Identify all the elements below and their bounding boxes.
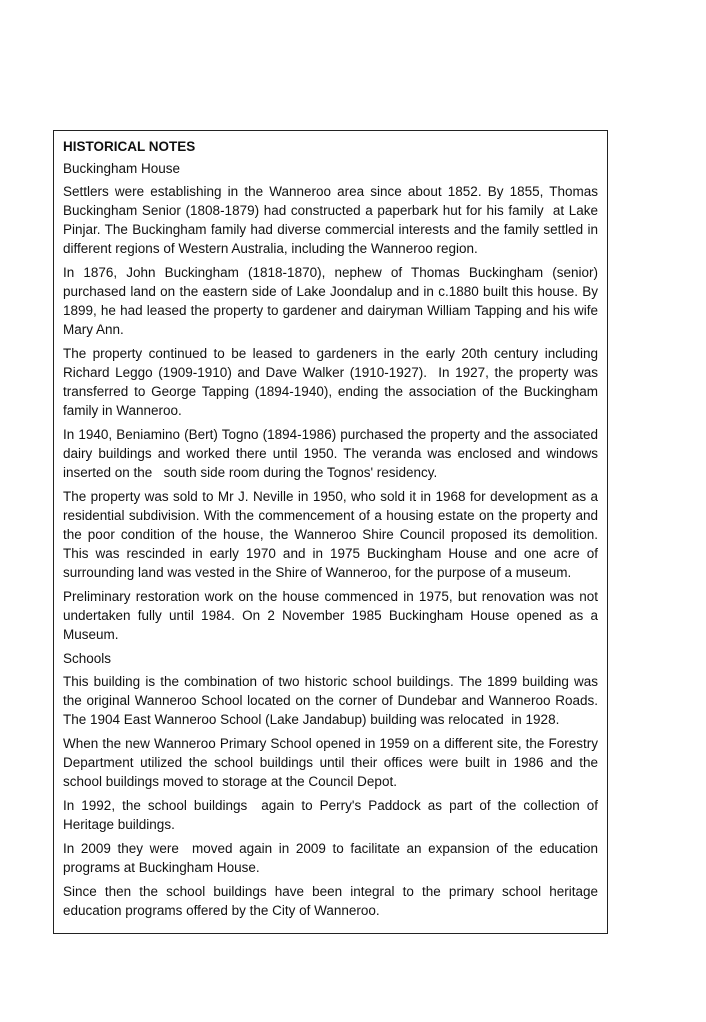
paragraph-schools-2: When the new Wanneroo Primary School opened in 1959 on a different site, the Forestry Department utilized the school buildings until their offices were built in 1986 and the school buildings moved to storage at the Council Depot.: [63, 736, 602, 789]
paragraph-buckingham-4: In 1940, Beniamino (Bert) Togno (1894-1986) purchased the property and the associated dairy buildings and worked there until 1950. The veranda was enclosed and windows inserted on the south side room during the Tognos' residency.: [63, 427, 602, 480]
paragraph-schools-1: This building is the combination of two historic school buildings. The 1899 building was the original Wanneroo School located on the corner of Dundebar and Wanneroo Roads. The 1904 East Wanneroo School (Lake Jandabup) building was relocated in 1928.: [63, 674, 602, 727]
historical-notes-box: [53, 130, 608, 934]
paragraph-schools-4: In 2009 they were moved again in 2009 to facilitate an expansion of the education programs at Buckingham House.: [63, 841, 602, 875]
paragraph-buckingham-2: In 1876, John Buckingham (1818-1870), nephew of Thomas Buckingham (senior) purchased land on the eastern side of Lake Joondalup and in c.1880 built this house. By 1899, he had leased the property to gardener and dairyman William Tapping and his wife Mary Ann.: [63, 265, 602, 337]
paragraph-buckingham-6: Preliminary restoration work on the house commenced in 1975, but renovation was not undertaken fully until 1984. On 2 November 1985 Buckingham House opened as a Museum.: [63, 589, 602, 642]
section-heading-schools: Schools: [63, 651, 112, 666]
paragraph-schools-3: In 1992, the school buildings again to Perry's Paddock as part of the collection of Heritage buildings.: [63, 798, 602, 832]
section-heading-buckingham-house: Buckingham House: [63, 161, 181, 176]
paragraph-buckingham-3: The property continued to be leased to gardeners in the early 20th century including Richard Leggo (1909-1910) and Dave Walker (1910-1927). In 1927, the property was transferred to George Tapping (1894-1940), ending the association of the Buckingham family in Wanneroo.: [63, 346, 602, 418]
paragraph-schools-5: Since then the school buildings have been integral to the primary school heritage education programs offered by the City of Wanneroo.: [63, 884, 602, 918]
paragraph-buckingham-1: Settlers were establishing in the Wanneroo area since about 1852. By 1855, Thomas Buckingham Senior (1808-1879) had constructed a paperbark hut for his family at Lake Pinjar. The Buckingham family had diverse commercial interests and the family settled in different regions of Western Australia, including the Wanneroo region.: [63, 184, 602, 256]
paragraph-buckingham-5: The property was sold to Mr J. Neville in 1950, who sold it in 1968 for development as a residential subdivision. With the commencement of a housing estate on the property and the poor condition of the house, the Wanneroo Shire Council proposed its demolition. This was rescinded in early 1970 and in 1975 Buckingham House and one acre of surrounding land was vested in the Shire of Wanneroo, for the purpose of a museum.: [63, 489, 602, 580]
notes-title: HISTORICAL NOTES: [63, 139, 196, 154]
